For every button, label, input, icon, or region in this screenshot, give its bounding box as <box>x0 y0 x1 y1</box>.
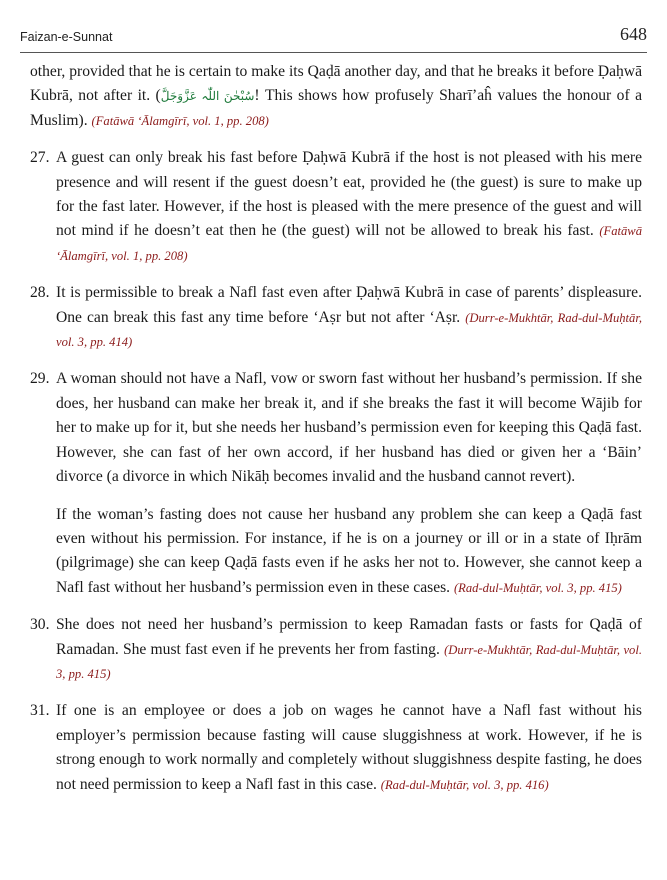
sub-text: If the woman’s fasting does not cause her husband any problem she can keep a Qaḍā fast even without his permission. For instance, if he is on a journey or ill or in a state of Iḥrām (pilgrimage) she can keep Qaḍā fasts even if he asks her not to. However, she cannot keep a Nafl fast without her husband’s permission even in these cases. <box>56 505 642 596</box>
list-item-28 <box>30 281 642 354</box>
item-text: If one is an employee or does a job on wages he cannot have a Nafl fast without his employer’s permission because fasting will cause sluggishness at work. However, if he is strong enough to work normally and completely without sluggishness despite fasting, he does not need permission to keep a Nafl fast in this case. <box>56 702 642 793</box>
reference-citation: (Rad-dul-Muḥtār, vol. 3, pp. 415) <box>453 580 622 595</box>
item-number: 28. <box>30 284 50 302</box>
page-content <box>30 60 642 797</box>
reference-citation: (Rad-dul-Muḥtār, vol. 3, pp. 416) <box>380 777 549 792</box>
list-item-30 <box>30 613 642 686</box>
item-text: She does not need her husband’s permission to keep Ramadan fasts or fasts for Qaḍā of Ramadan. She must fast even if he prevents her from fasting. <box>56 616 642 658</box>
reference-citation: (Fatāwā ‘Ālamgīrī, vol. 1, pp. 208) <box>56 224 642 263</box>
item-number: 31. <box>30 702 50 720</box>
reference-citation: (Fatāwā ‘Ālamgīrī, vol. 1, pp. 208) <box>91 113 269 128</box>
item-text: A woman should not have a Nafl, vow or sworn fast without her husband’s permission. If she does, her husband can make her break it, and if she breaks the fast it will become Wājib for her to make up for it, but she needs her husband’s permission even for keeping this Qaḍā fast. However, she can fast of her own accord, if her husband has died or given her a ‘Bāin’ divorce (a divorce in which Nikāḥ becomes invalid and the husband cannot revert). <box>56 370 642 486</box>
page-number: 648 <box>620 24 647 44</box>
intro-paragraph <box>30 60 642 133</box>
list-item-27 <box>30 146 642 268</box>
page-header <box>20 22 647 53</box>
item-body <box>56 699 642 797</box>
item-text: It is permissible to break a Nafl fast even after Ḍaḥwā Kubrā in case of parents’ displeasure. One can break this fast any time before ‘Aṣr but not after ‘Aṣr. <box>56 284 642 326</box>
reference-citation: (Durr-e-Mukhtār, Rad-dul-Muḥtār, vol. 3, pp. 415) <box>56 642 642 681</box>
reference-citation: (Durr-e-Mukhtār, Rad-dul-Muḥtār, vol. 3, pp. 414) <box>56 310 642 350</box>
item-number: 27. <box>30 149 50 167</box>
item-sub-paragraph <box>56 503 642 601</box>
intro-text-continued: ! This shows how profusely Sharī’aĥ values the honour of a Muslim). <box>30 87 642 129</box>
book-title: Faizan-e-Sunnat <box>20 30 113 44</box>
list-item-31 <box>30 699 642 797</box>
item-number: 30. <box>30 616 50 634</box>
arabic-phrase: سُبْحٰنَ اللّٰہ عَزَّوَجَلَّ <box>160 89 255 104</box>
intro-text: other, provided that he is certain to make its Qaḍā another day, and that he breaks it before Ḍaḥwā Kubrā, not after it. ( <box>30 63 642 105</box>
item-body <box>56 613 642 686</box>
item-text: A guest can only break his fast before Ḍaḥwā Kubrā if the host is not pleased with his mere presence and will resent if the guest doesn’t eat, provided he (the guest) is sure to make up for the fast later. However, if the host is pleased with the mere presence of the guest and will not mind if he doesn’t eat then he (the guest) will not be allowed to break his fast. <box>56 149 642 240</box>
item-body <box>56 367 642 600</box>
list-item-29 <box>30 367 642 600</box>
item-body <box>56 146 642 268</box>
item-number: 29. <box>30 370 50 388</box>
item-body <box>56 281 642 354</box>
